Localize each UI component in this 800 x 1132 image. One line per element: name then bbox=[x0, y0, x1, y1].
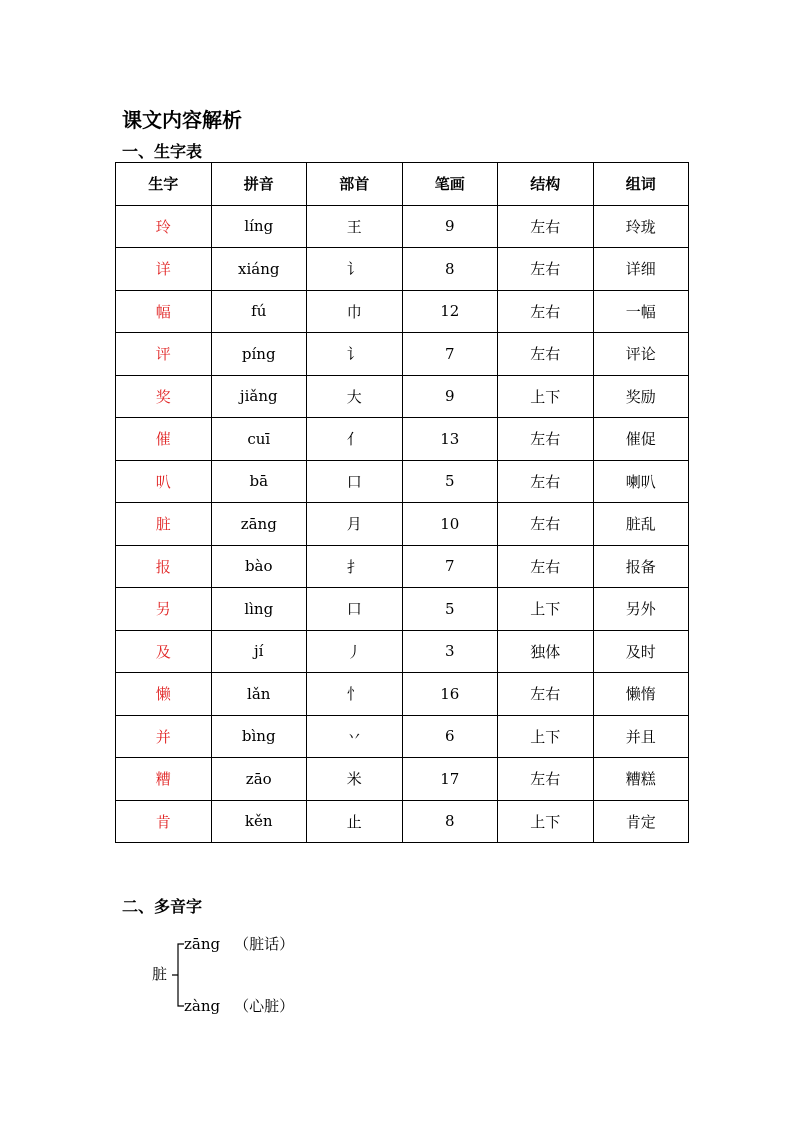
cell-character: 详 bbox=[116, 248, 212, 291]
cell-words: 评论 bbox=[593, 333, 689, 376]
reading-word: （脏话） bbox=[234, 935, 295, 953]
cell-structure: 左右 bbox=[498, 545, 594, 588]
cell-pinyin: xiáng bbox=[211, 248, 307, 291]
cell-strokes: 6 bbox=[402, 715, 498, 758]
page-title: 课文内容解析 bbox=[122, 108, 242, 132]
cell-radical: 口 bbox=[307, 460, 403, 503]
cell-words: 糟糕 bbox=[593, 758, 689, 801]
table-row bbox=[116, 290, 689, 333]
cell-strokes: 8 bbox=[402, 800, 498, 843]
table-row bbox=[116, 333, 689, 376]
column-header-strokes: 笔画 bbox=[402, 163, 498, 206]
cell-character: 肯 bbox=[116, 800, 212, 843]
cell-character: 脏 bbox=[116, 503, 212, 546]
cell-character: 懒 bbox=[116, 673, 212, 716]
cell-radical: 扌 bbox=[307, 545, 403, 588]
cell-character: 糟 bbox=[116, 758, 212, 801]
cell-radical: 大 bbox=[307, 375, 403, 418]
cell-pinyin: bìng bbox=[211, 715, 307, 758]
cell-structure: 左右 bbox=[498, 205, 594, 248]
cell-pinyin: zāng bbox=[211, 503, 307, 546]
table-row bbox=[116, 673, 689, 716]
cell-strokes: 5 bbox=[402, 588, 498, 631]
cell-structure: 上下 bbox=[498, 588, 594, 631]
cell-radical: 丿 bbox=[307, 630, 403, 673]
cell-strokes: 10 bbox=[402, 503, 498, 546]
cell-strokes: 13 bbox=[402, 418, 498, 461]
section-heading-polyphonic: 二、多音字 bbox=[122, 897, 203, 916]
cell-strokes: 16 bbox=[402, 673, 498, 716]
reading-word: （心脏） bbox=[234, 997, 295, 1015]
cell-structure: 左右 bbox=[498, 418, 594, 461]
cell-structure: 上下 bbox=[498, 800, 594, 843]
cell-radical: 米 bbox=[307, 758, 403, 801]
cell-structure: 左右 bbox=[498, 673, 594, 716]
cell-words: 懒惰 bbox=[593, 673, 689, 716]
cell-pinyin: lìng bbox=[211, 588, 307, 631]
cell-radical: 止 bbox=[307, 800, 403, 843]
table-row bbox=[116, 205, 689, 248]
table-row bbox=[116, 248, 689, 291]
table-row bbox=[116, 460, 689, 503]
table-row bbox=[116, 375, 689, 418]
table-header-row bbox=[116, 163, 689, 206]
cell-radical: 月 bbox=[307, 503, 403, 546]
cell-words: 催促 bbox=[593, 418, 689, 461]
cell-radical: 讠 bbox=[307, 333, 403, 376]
cell-radical: 亻 bbox=[307, 418, 403, 461]
cell-character: 奖 bbox=[116, 375, 212, 418]
column-header-structure: 结构 bbox=[498, 163, 594, 206]
cell-structure: 左右 bbox=[498, 460, 594, 503]
table-row bbox=[116, 418, 689, 461]
cell-strokes: 9 bbox=[402, 205, 498, 248]
cell-character: 并 bbox=[116, 715, 212, 758]
cell-structure: 左右 bbox=[498, 333, 594, 376]
cell-character: 评 bbox=[116, 333, 212, 376]
cell-radical: 丷 bbox=[307, 715, 403, 758]
cell-structure: 独体 bbox=[498, 630, 594, 673]
character-table bbox=[115, 162, 689, 843]
cell-pinyin: jí bbox=[211, 630, 307, 673]
reading-pinyin: zàng bbox=[184, 997, 221, 1015]
cell-pinyin: píng bbox=[211, 333, 307, 376]
cell-character: 报 bbox=[116, 545, 212, 588]
cell-pinyin: kěn bbox=[211, 800, 307, 843]
cell-character: 另 bbox=[116, 588, 212, 631]
table-body bbox=[116, 205, 689, 843]
cell-strokes: 3 bbox=[402, 630, 498, 673]
cell-strokes: 7 bbox=[402, 333, 498, 376]
cell-pinyin: fú bbox=[211, 290, 307, 333]
cell-pinyin: líng bbox=[211, 205, 307, 248]
cell-words: 另外 bbox=[593, 588, 689, 631]
polyphonic-character: 脏 bbox=[152, 965, 168, 983]
column-header-words: 组词 bbox=[593, 163, 689, 206]
cell-radical: 忄 bbox=[307, 673, 403, 716]
cell-words: 肯定 bbox=[593, 800, 689, 843]
cell-pinyin: bā bbox=[211, 460, 307, 503]
cell-words: 详细 bbox=[593, 248, 689, 291]
table-row bbox=[116, 758, 689, 801]
cell-pinyin: bào bbox=[211, 545, 307, 588]
cell-strokes: 7 bbox=[402, 545, 498, 588]
table-row bbox=[116, 800, 689, 843]
cell-strokes: 12 bbox=[402, 290, 498, 333]
cell-radical: 口 bbox=[307, 588, 403, 631]
table-row bbox=[116, 715, 689, 758]
cell-character: 幅 bbox=[116, 290, 212, 333]
cell-pinyin: lǎn bbox=[211, 673, 307, 716]
cell-words: 奖励 bbox=[593, 375, 689, 418]
cell-strokes: 5 bbox=[402, 460, 498, 503]
reading-item bbox=[184, 996, 294, 1016]
cell-character: 催 bbox=[116, 418, 212, 461]
cell-radical: 王 bbox=[307, 205, 403, 248]
cell-structure: 上下 bbox=[498, 375, 594, 418]
cell-pinyin: cuī bbox=[211, 418, 307, 461]
table-row bbox=[116, 545, 689, 588]
column-header-radical: 部首 bbox=[307, 163, 403, 206]
column-header-character: 生字 bbox=[116, 163, 212, 206]
cell-structure: 上下 bbox=[498, 715, 594, 758]
cell-words: 玲珑 bbox=[593, 205, 689, 248]
cell-structure: 左右 bbox=[498, 248, 594, 291]
cell-pinyin: zāo bbox=[211, 758, 307, 801]
cell-words: 脏乱 bbox=[593, 503, 689, 546]
cell-character: 及 bbox=[116, 630, 212, 673]
cell-structure: 左右 bbox=[498, 503, 594, 546]
table-row bbox=[116, 630, 689, 673]
cell-strokes: 9 bbox=[402, 375, 498, 418]
cell-words: 报备 bbox=[593, 545, 689, 588]
reading-item bbox=[184, 934, 294, 954]
polyphonic-character-block bbox=[150, 930, 450, 1020]
cell-words: 及时 bbox=[593, 630, 689, 673]
cell-structure: 左右 bbox=[498, 758, 594, 801]
cell-pinyin: jiǎng bbox=[211, 375, 307, 418]
cell-structure: 左右 bbox=[498, 290, 594, 333]
cell-strokes: 8 bbox=[402, 248, 498, 291]
table-row bbox=[116, 503, 689, 546]
table-row bbox=[116, 588, 689, 631]
cell-radical: 讠 bbox=[307, 248, 403, 291]
cell-character: 玲 bbox=[116, 205, 212, 248]
cell-words: 并且 bbox=[593, 715, 689, 758]
cell-character: 叭 bbox=[116, 460, 212, 503]
cell-strokes: 17 bbox=[402, 758, 498, 801]
column-header-pinyin: 拼音 bbox=[211, 163, 307, 206]
reading-pinyin: zāng bbox=[184, 935, 221, 953]
cell-radical: 巾 bbox=[307, 290, 403, 333]
cell-words: 一幅 bbox=[593, 290, 689, 333]
cell-words: 喇叭 bbox=[593, 460, 689, 503]
section-heading-character-table: 一、生字表 bbox=[122, 142, 203, 161]
